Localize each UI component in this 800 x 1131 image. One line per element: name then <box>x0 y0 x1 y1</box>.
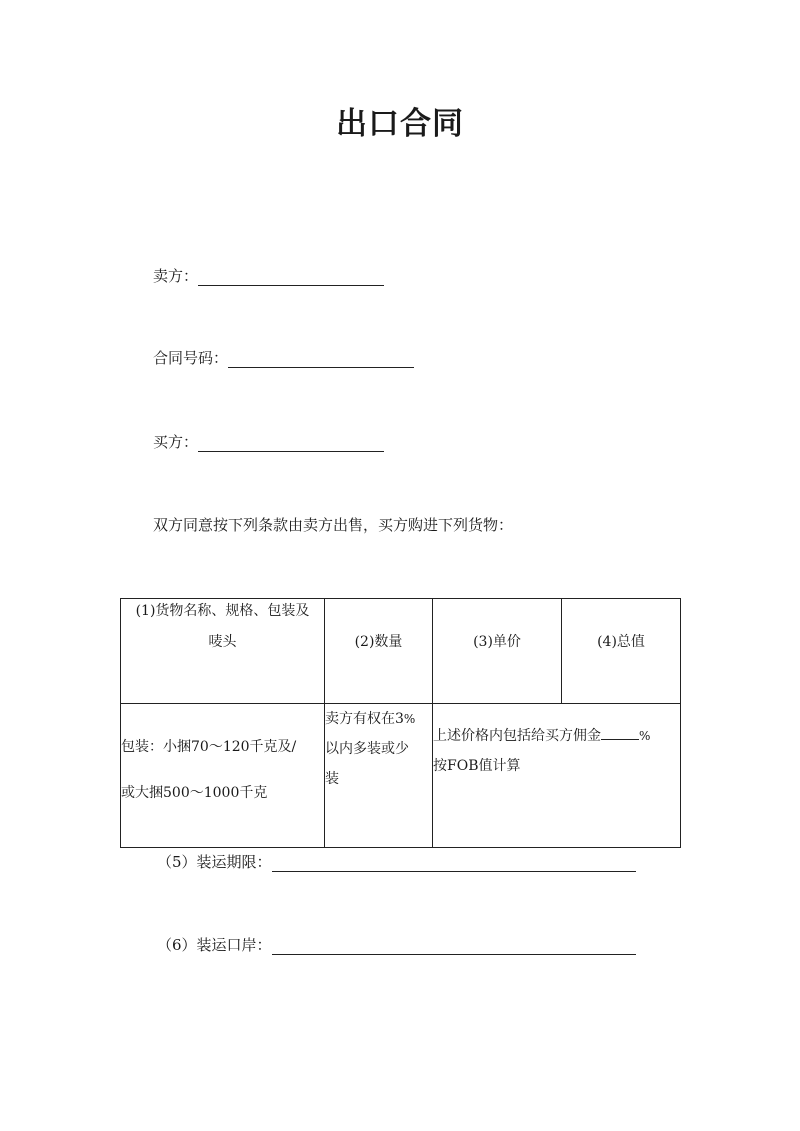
quantity-line1 <box>325 704 432 734</box>
packing-line1: 包装：小捆70～120千克及/ <box>121 739 297 755</box>
packing-cell <box>121 704 325 848</box>
seller-label: 卖方： <box>153 267 199 285</box>
port-label: （6）装运口岸： <box>157 936 272 954</box>
document-title: 出口合同 <box>336 106 464 142</box>
commission-blank-line[interactable] <box>601 725 639 740</box>
contract-number-field <box>153 348 414 368</box>
price-line1-text: 上述价格内包括给买方佣金 <box>433 728 601 744</box>
buyer-field <box>153 432 384 452</box>
port-field <box>157 935 636 955</box>
packing-line2: 或大捆500～1000千克 <box>121 785 268 801</box>
table-row <box>121 704 681 848</box>
price-line1 <box>433 721 680 751</box>
goods-table <box>120 598 681 848</box>
header-unit-price: (3)单价 <box>433 599 562 704</box>
header-quantity: (2)数量 <box>325 599 433 704</box>
price-cell <box>433 704 681 848</box>
port-blank-line[interactable] <box>272 936 636 955</box>
quantity-cell <box>325 704 433 848</box>
header-goods-name-line2: 唛头 <box>208 634 237 650</box>
seller-field <box>153 266 384 286</box>
price-line2: 按FOB值计算 <box>433 758 521 774</box>
shipment-period-blank-line[interactable] <box>272 853 636 872</box>
quantity-line3: 装 <box>325 771 339 787</box>
contract-number-blank-line[interactable] <box>228 349 414 368</box>
header-goods-name <box>121 599 325 704</box>
quantity-line1-text: 卖方有权在3 <box>325 711 404 727</box>
header-goods-name-line1: (1)货物名称、规格、包装及 <box>135 603 310 619</box>
commission-percent: % <box>639 729 651 743</box>
shipment-period-field <box>157 852 636 872</box>
header-total-value: (4)总值 <box>562 599 681 704</box>
buyer-blank-line[interactable] <box>198 433 384 452</box>
contract-number-label: 合同号码： <box>153 349 229 367</box>
seller-blank-line[interactable] <box>198 267 384 286</box>
shipment-period-label: （5）装运期限： <box>157 853 272 871</box>
quantity-line2: 以内多装或少 <box>325 741 409 757</box>
intro-text: 双方同意按下列条款由卖方出售，买方购进下列货物： <box>153 516 514 534</box>
table-header-row <box>121 599 681 704</box>
quantity-percent: % <box>403 712 416 726</box>
buyer-label: 买方： <box>153 433 199 451</box>
